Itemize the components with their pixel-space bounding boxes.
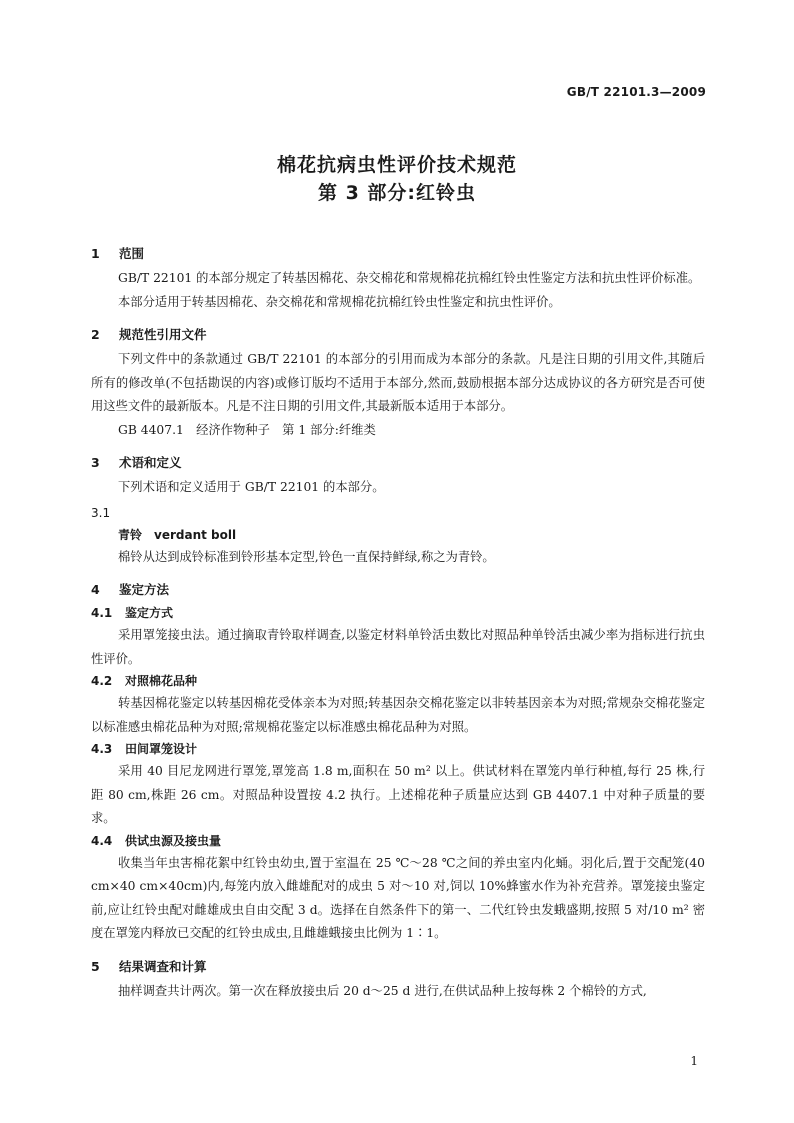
term-definition: 棉铃从达到成铃标准到铃形基本定型,铃色一直保持鲜绿,称之为青铃。	[118, 549, 495, 564]
subsection-number: 4.2	[91, 674, 113, 688]
section-heading-4	[91, 579, 705, 601]
section-number: 3	[91, 455, 100, 470]
section-title: 鉴定方法	[119, 582, 170, 597]
paragraph: GB/T 22101 的本部分规定了转基因棉花、杂交棉花和常规棉花抗棉红铃虫性鉴定方法和抗虫性评价标准。	[118, 271, 701, 285]
subsection-heading-4-4	[91, 831, 705, 852]
subsection-number: 4.1	[91, 606, 113, 620]
paragraph: 转基因棉花鉴定以转基因棉花受体亲本为对照;转基因杂交棉花鉴定以非转基因亲本为对照;常规杂交棉花鉴定以标准感虫棉花品种为对照;常规棉花鉴定以标准感虫棉花品种为对照。	[91, 696, 705, 734]
section-number: 2	[91, 327, 100, 342]
section-heading-3	[91, 452, 705, 474]
section-title: 术语和定义	[119, 455, 182, 470]
subsection-heading-4-1	[91, 603, 705, 624]
paragraph: 采用罩笼接虫法。通过摘取青铃取样调查,以鉴定材料单铃活虫数比对照品种单铃活虫减少率为指标进行抗虫性评价。	[91, 628, 705, 666]
paragraph: 抽样调查共计两次。第一次在释放接虫后 20 d～25 d 进行,在供试品种上按每株 2 个棉铃的方式,	[118, 983, 647, 998]
subsection-number: 4.3	[91, 742, 113, 756]
page-number: 1	[690, 1054, 698, 1068]
section-number: 1	[91, 246, 100, 261]
section-number: 5	[91, 958, 100, 974]
paragraph: 收集当年虫害棉花絮中红铃虫幼虫,置于室温在 25 ℃～28 ℃之间的养虫室内化蛹。羽化后,置于交配笼(40 cm×40 cm×40cm)内,每笼内放入雌雄配对的成虫 5 对～10 对,饲以 10%蜂蜜水作为补充营养。罩笼接虫鉴定前,应让红铃虫配对雌雄成虫自由交配 3 d。选择在自然条件下的第一、二代红铃虫发蛾盛期,按照 5 对/10 m² 密度在罩笼内释放已交配的红铃虫成虫,且雌雄蛾接虫比例为 1∶1。	[91, 855, 705, 940]
subsection-title: 鉴定方式	[125, 606, 174, 620]
standard-number: GB/T 22101.3—2009	[566, 85, 706, 99]
section-title: 规范性引用文件	[119, 327, 207, 342]
document-subtitle: 第 3 部分:红铃虫	[317, 182, 477, 204]
section-title: 范围	[119, 246, 145, 261]
section-title: 结果调查和计算	[119, 958, 207, 974]
subsection-heading-4-2	[91, 671, 705, 692]
paragraph: 下列术语和定义适用于 GB/T 22101 的本部分。	[118, 480, 385, 494]
section-heading-1	[91, 243, 705, 265]
document-body	[91, 243, 705, 1003]
subsection-title: 对照棉花品种	[125, 674, 198, 688]
term-entry: 青铃 verdant boll	[118, 527, 237, 542]
paragraph: 本部分适用于转基因棉花、杂交棉花和常规棉花抗棉红铃虫性鉴定和抗虫性评价。	[118, 294, 561, 309]
paragraph: 采用 40 目尼龙网进行罩笼,罩笼高 1.8 m,面积在 50 m² 以上。供试材料在罩笼内单行种植,每行 25 株,行距 80 cm,株距 26 cm。对照品种设置按 4.2 执行。上述棉花种子质量应达到 GB 4407.1 中对种子质量的要求。	[91, 764, 705, 825]
section-heading-2	[91, 324, 705, 346]
section-heading-5	[91, 956, 705, 978]
section-number: 4	[91, 582, 100, 597]
paragraph: 下列文件中的条款通过 GB/T 22101 的本部分的引用而成为本部分的条款。凡是注日期的引用文件,其随后所有的修改单(不包括勘误的内容)或修订版均不适用于本部分,然而,鼓励根据本部分达成协议的各方研究是否可使用这些文件的最新版本。凡是不注日期的引用文件,其最新版本适用于本部分。	[91, 352, 705, 413]
subsection-number: 4.4	[91, 833, 113, 848]
subsection-title: 供试虫源及接虫量	[125, 833, 222, 848]
subsection-title: 田间罩笼设计	[125, 742, 198, 756]
document-title: 棉花抗病虫性评价技术规范	[276, 154, 517, 176]
normative-reference: GB 4407.1 经济作物种子 第 1 部分:纤维类	[118, 422, 376, 437]
term-number: 3.1	[91, 505, 111, 520]
subsection-heading-4-3	[91, 739, 705, 760]
